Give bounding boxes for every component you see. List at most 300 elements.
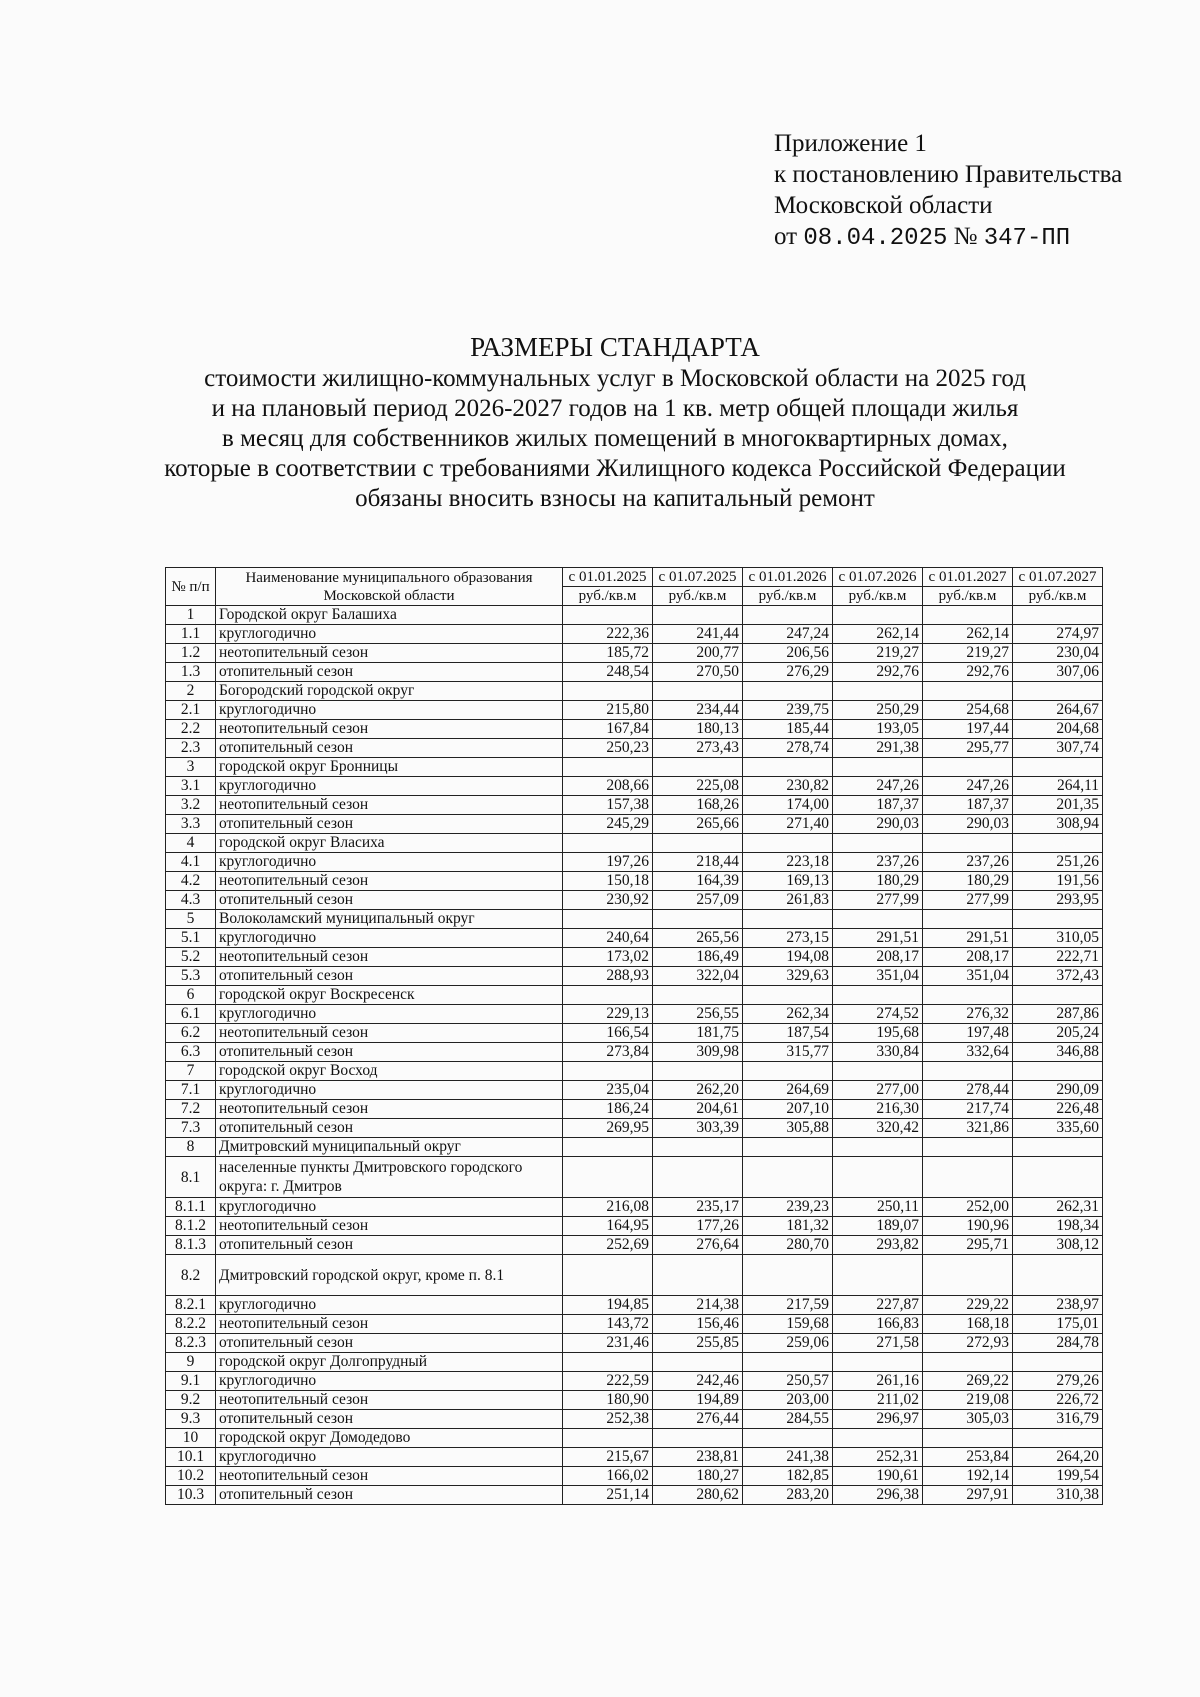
row-value [743, 1255, 833, 1296]
row-value: 166,02 [563, 1467, 653, 1486]
header-unit: руб./кв.м [1013, 587, 1103, 606]
table-row [166, 777, 1103, 796]
row-value [1013, 606, 1103, 625]
row-value [563, 834, 653, 853]
row-value: 310,05 [1013, 929, 1103, 948]
row-value: 320,42 [833, 1119, 923, 1138]
row-value: 261,16 [833, 1372, 923, 1391]
row-value: 239,75 [743, 701, 833, 720]
row-value: 186,49 [653, 948, 743, 967]
table-row [166, 910, 1103, 929]
row-value: 201,35 [1013, 796, 1103, 815]
row-value: 262,34 [743, 1005, 833, 1024]
row-number: 2.2 [166, 720, 216, 739]
row-value: 225,08 [653, 777, 743, 796]
row-name: круглогодично [216, 1296, 563, 1315]
row-number: 6.2 [166, 1024, 216, 1043]
row-value: 315,77 [743, 1043, 833, 1062]
row-value: 230,04 [1013, 644, 1103, 663]
row-value: 330,84 [833, 1043, 923, 1062]
row-name: Богородский городской округ [216, 682, 563, 701]
row-number: 8.1.3 [166, 1236, 216, 1255]
row-name: Городской округ Балашиха [216, 606, 563, 625]
row-value: 238,81 [653, 1448, 743, 1467]
row-value: 205,24 [1013, 1024, 1103, 1043]
table-row [166, 1467, 1103, 1486]
row-value: 166,54 [563, 1024, 653, 1043]
row-value: 222,36 [563, 625, 653, 644]
row-number: 4.3 [166, 891, 216, 910]
row-value: 284,55 [743, 1410, 833, 1429]
row-name: круглогодично [216, 1198, 563, 1217]
row-name: отопительный сезон [216, 891, 563, 910]
row-value: 276,29 [743, 663, 833, 682]
row-value: 247,26 [833, 777, 923, 796]
row-value: 250,11 [833, 1198, 923, 1217]
row-name: круглогодично [216, 1448, 563, 1467]
row-value: 292,76 [833, 663, 923, 682]
row-value: 174,00 [743, 796, 833, 815]
table-row [166, 815, 1103, 834]
row-value: 265,56 [653, 929, 743, 948]
row-value: 150,18 [563, 872, 653, 891]
table-row [166, 606, 1103, 625]
row-value: 186,24 [563, 1100, 653, 1119]
row-name: неотопительный сезон [216, 1467, 563, 1486]
row-name: неотопительный сезон [216, 720, 563, 739]
appendix-region: Московской области [774, 192, 993, 219]
row-value: 291,51 [833, 929, 923, 948]
row-value: 222,71 [1013, 948, 1103, 967]
title-line-1: стоимости жилищно-коммунальных услуг в Московской области на 2025 год [204, 365, 1026, 392]
header-unit: руб./кв.м [743, 587, 833, 606]
header-date: с 01.01.2025 [563, 568, 653, 587]
row-value: 216,30 [833, 1100, 923, 1119]
table-row [166, 1255, 1103, 1296]
table-row [166, 1334, 1103, 1353]
row-value [653, 1353, 743, 1372]
row-value [833, 1157, 923, 1198]
row-value [653, 910, 743, 929]
row-value [833, 606, 923, 625]
row-value [1013, 1353, 1103, 1372]
row-name: неотопительный сезон [216, 1315, 563, 1334]
header-date: с 01.07.2026 [833, 568, 923, 587]
row-value [833, 1255, 923, 1296]
row-value: 271,40 [743, 815, 833, 834]
row-value: 252,38 [563, 1410, 653, 1429]
row-value: 283,20 [743, 1486, 833, 1505]
row-value: 307,06 [1013, 663, 1103, 682]
table-row [166, 1486, 1103, 1505]
row-name: неотопительный сезон [216, 872, 563, 891]
row-value [563, 1353, 653, 1372]
row-value: 310,38 [1013, 1486, 1103, 1505]
row-name: круглогодично [216, 1005, 563, 1024]
row-value [653, 1138, 743, 1157]
row-value: 180,90 [563, 1391, 653, 1410]
row-name: круглогодично [216, 1081, 563, 1100]
table-row [166, 1081, 1103, 1100]
row-value: 239,23 [743, 1198, 833, 1217]
row-value: 241,38 [743, 1448, 833, 1467]
row-value [923, 1138, 1013, 1157]
row-name: круглогодично [216, 625, 563, 644]
row-value: 177,26 [653, 1217, 743, 1236]
row-name: неотопительный сезон [216, 1100, 563, 1119]
row-value: 208,66 [563, 777, 653, 796]
row-value: 265,66 [653, 815, 743, 834]
table-row [166, 1198, 1103, 1217]
row-value: 251,26 [1013, 853, 1103, 872]
row-value: 227,87 [833, 1296, 923, 1315]
table-body [166, 606, 1103, 1505]
row-value [1013, 1062, 1103, 1081]
row-value [563, 1138, 653, 1157]
table-row [166, 1062, 1103, 1081]
row-name: круглогодично [216, 853, 563, 872]
row-value: 295,71 [923, 1236, 1013, 1255]
title-line-5: обязаны вносить взносы на капитальный ремонт [355, 485, 875, 512]
row-value: 280,70 [743, 1236, 833, 1255]
table-row [166, 796, 1103, 815]
row-name: отопительный сезон [216, 1119, 563, 1138]
row-value: 180,29 [923, 872, 1013, 891]
title-line-4: которые в соответствии с требованиями Жилищного кодекса Российской Федерации [164, 455, 1066, 482]
row-name: населенные пункты Дмитровского городского округа: г. Дмитров [216, 1157, 563, 1198]
row-value [1013, 910, 1103, 929]
row-value: 252,69 [563, 1236, 653, 1255]
row-number: 4.1 [166, 853, 216, 872]
row-name: отопительный сезон [216, 1486, 563, 1505]
row-value [563, 1062, 653, 1081]
row-value [923, 1255, 1013, 1296]
row-value: 264,11 [1013, 777, 1103, 796]
row-value: 309,98 [653, 1043, 743, 1062]
row-value [563, 986, 653, 1005]
row-number: 7.2 [166, 1100, 216, 1119]
row-value: 180,13 [653, 720, 743, 739]
row-value: 229,22 [923, 1296, 1013, 1315]
header-unit: руб./кв.м [563, 587, 653, 606]
row-value [923, 1157, 1013, 1198]
row-value [743, 910, 833, 929]
row-value [833, 758, 923, 777]
standard-cost-table [165, 567, 1103, 1505]
row-value: 215,80 [563, 701, 653, 720]
appendix-title: Приложение 1 [774, 130, 927, 157]
row-value: 293,95 [1013, 891, 1103, 910]
row-value: 208,17 [833, 948, 923, 967]
row-value [833, 910, 923, 929]
row-number: 2 [166, 682, 216, 701]
row-value: 157,38 [563, 796, 653, 815]
row-value: 276,32 [923, 1005, 1013, 1024]
row-value [743, 1157, 833, 1198]
row-value: 316,79 [1013, 1410, 1103, 1429]
row-value: 229,13 [563, 1005, 653, 1024]
row-value: 208,17 [923, 948, 1013, 967]
row-value: 256,55 [653, 1005, 743, 1024]
row-value: 287,86 [1013, 1005, 1103, 1024]
row-value: 235,04 [563, 1081, 653, 1100]
row-value: 255,85 [653, 1334, 743, 1353]
row-value: 278,74 [743, 739, 833, 758]
row-value: 231,46 [563, 1334, 653, 1353]
row-value [743, 1062, 833, 1081]
row-value: 180,29 [833, 872, 923, 891]
row-name: круглогодично [216, 1372, 563, 1391]
row-value: 185,72 [563, 644, 653, 663]
row-name: круглогодично [216, 929, 563, 948]
row-value [923, 606, 1013, 625]
row-value: 230,82 [743, 777, 833, 796]
table-row [166, 1217, 1103, 1236]
row-value [1013, 986, 1103, 1005]
header-unit: руб./кв.м [653, 587, 743, 606]
row-number: 2.1 [166, 701, 216, 720]
row-value: 335,60 [1013, 1119, 1103, 1138]
row-value: 273,15 [743, 929, 833, 948]
table-row [166, 1353, 1103, 1372]
row-value: 219,27 [833, 644, 923, 663]
row-number: 6.3 [166, 1043, 216, 1062]
row-value: 247,26 [923, 777, 1013, 796]
row-name: неотопительный сезон [216, 796, 563, 815]
row-value: 296,97 [833, 1410, 923, 1429]
row-value: 250,23 [563, 739, 653, 758]
row-value [923, 834, 1013, 853]
row-value: 192,14 [923, 1467, 1013, 1486]
row-value: 253,84 [923, 1448, 1013, 1467]
row-value: 195,68 [833, 1024, 923, 1043]
row-value: 223,18 [743, 853, 833, 872]
row-value: 274,97 [1013, 625, 1103, 644]
row-value [653, 834, 743, 853]
row-number: 1.1 [166, 625, 216, 644]
row-value: 194,08 [743, 948, 833, 967]
row-value: 250,29 [833, 701, 923, 720]
row-value [743, 682, 833, 701]
row-value: 190,61 [833, 1467, 923, 1486]
row-number: 8 [166, 1138, 216, 1157]
row-value: 254,68 [923, 701, 1013, 720]
row-name: отопительный сезон [216, 1043, 563, 1062]
row-value: 270,50 [653, 663, 743, 682]
row-value: 252,31 [833, 1448, 923, 1467]
row-value: 277,00 [833, 1081, 923, 1100]
row-value [653, 606, 743, 625]
row-value: 169,13 [743, 872, 833, 891]
row-value: 269,22 [923, 1372, 1013, 1391]
table-row [166, 644, 1103, 663]
row-value: 168,18 [923, 1315, 1013, 1334]
table-row [166, 682, 1103, 701]
row-value: 303,39 [653, 1119, 743, 1138]
row-value [923, 1429, 1013, 1448]
row-value: 321,86 [923, 1119, 1013, 1138]
table-row [166, 948, 1103, 967]
row-value: 197,26 [563, 853, 653, 872]
row-name: круглогодично [216, 701, 563, 720]
row-value: 203,00 [743, 1391, 833, 1410]
row-value [653, 986, 743, 1005]
from-label: от [774, 223, 798, 250]
row-name: городской округ Воскресенск [216, 986, 563, 1005]
header-unit: руб./кв.м [833, 587, 923, 606]
row-value: 277,99 [833, 891, 923, 910]
table-row [166, 720, 1103, 739]
row-value: 262,14 [923, 625, 1013, 644]
row-value: 189,07 [833, 1217, 923, 1236]
row-name: городской округ Домодедово [216, 1429, 563, 1448]
row-value: 217,74 [923, 1100, 1013, 1119]
row-name: отопительный сезон [216, 967, 563, 986]
row-value: 181,32 [743, 1217, 833, 1236]
row-value [833, 1429, 923, 1448]
row-value: 291,38 [833, 739, 923, 758]
row-value: 346,88 [1013, 1043, 1103, 1062]
row-value: 219,27 [923, 644, 1013, 663]
row-value: 322,04 [653, 967, 743, 986]
table-row [166, 986, 1103, 1005]
row-value: 194,85 [563, 1296, 653, 1315]
row-value: 204,68 [1013, 720, 1103, 739]
row-value: 280,62 [653, 1486, 743, 1505]
row-number: 8.2.3 [166, 1334, 216, 1353]
row-number: 6.1 [166, 1005, 216, 1024]
row-number: 9.2 [166, 1391, 216, 1410]
row-value: 187,37 [923, 796, 1013, 815]
row-value: 250,57 [743, 1372, 833, 1391]
row-value [653, 682, 743, 701]
row-number: 8.2.1 [166, 1296, 216, 1315]
row-value: 182,85 [743, 1467, 833, 1486]
resolution-number: 347-ПП [983, 225, 1071, 252]
row-value: 305,88 [743, 1119, 833, 1138]
row-value: 259,06 [743, 1334, 833, 1353]
row-value: 307,74 [1013, 739, 1103, 758]
row-value: 284,78 [1013, 1334, 1103, 1353]
row-value: 230,92 [563, 891, 653, 910]
table-row [166, 1119, 1103, 1138]
row-value [563, 758, 653, 777]
row-value: 272,93 [923, 1334, 1013, 1353]
row-value: 204,61 [653, 1100, 743, 1119]
table-row [166, 1024, 1103, 1043]
row-value: 175,01 [1013, 1315, 1103, 1334]
row-number: 1.3 [166, 663, 216, 682]
row-value: 252,00 [923, 1198, 1013, 1217]
row-value: 180,27 [653, 1467, 743, 1486]
row-value: 173,02 [563, 948, 653, 967]
row-value: 293,82 [833, 1236, 923, 1255]
row-number: 8.1 [166, 1157, 216, 1198]
appendix-resolution: к постановлению Правительства [774, 161, 1123, 188]
table-row [166, 1315, 1103, 1334]
table-row [166, 891, 1103, 910]
row-value [833, 1353, 923, 1372]
row-name: Дмитровский городской округ, кроме п. 8.1 [216, 1255, 563, 1296]
row-name: городской округ Бронницы [216, 758, 563, 777]
row-value [743, 758, 833, 777]
row-value: 261,83 [743, 891, 833, 910]
row-value: 222,59 [563, 1372, 653, 1391]
header-num: № п/п [166, 568, 216, 606]
row-name: неотопительный сезон [216, 1217, 563, 1236]
row-number: 1.2 [166, 644, 216, 663]
row-name: отопительный сезон [216, 739, 563, 758]
appendix-block [774, 128, 1122, 254]
row-number: 5.2 [166, 948, 216, 967]
row-name: неотопительный сезон [216, 644, 563, 663]
row-value [923, 682, 1013, 701]
row-number: 3.1 [166, 777, 216, 796]
row-value: 242,46 [653, 1372, 743, 1391]
row-number: 4 [166, 834, 216, 853]
row-number: 5 [166, 910, 216, 929]
table-row [166, 929, 1103, 948]
title-line-2: и на плановый период 2026-2027 годов на 1 кв. метр общей площади жилья [211, 395, 1019, 422]
row-value [1013, 682, 1103, 701]
row-number: 9.1 [166, 1372, 216, 1391]
row-value [833, 834, 923, 853]
row-value [1013, 1255, 1103, 1296]
row-value: 290,09 [1013, 1081, 1103, 1100]
table-row [166, 1043, 1103, 1062]
row-value: 190,96 [923, 1217, 1013, 1236]
header-date: с 01.07.2025 [653, 568, 743, 587]
row-value: 297,91 [923, 1486, 1013, 1505]
table-row [166, 1157, 1103, 1198]
table-row [166, 1296, 1103, 1315]
row-value [743, 1353, 833, 1372]
row-number: 2.3 [166, 739, 216, 758]
row-value: 198,34 [1013, 1217, 1103, 1236]
row-value: 292,76 [923, 663, 1013, 682]
row-value: 218,44 [653, 853, 743, 872]
row-value: 159,68 [743, 1315, 833, 1334]
title-heading: РАЗМЕРЫ СТАНДАРТА [470, 332, 760, 362]
row-value [1013, 834, 1103, 853]
row-value [923, 910, 1013, 929]
row-number: 10.1 [166, 1448, 216, 1467]
row-value: 234,44 [653, 701, 743, 720]
row-name: Волоколамский муниципальный округ [216, 910, 563, 929]
table-row [166, 967, 1103, 986]
row-value: 237,26 [923, 853, 1013, 872]
row-value: 156,46 [653, 1315, 743, 1334]
row-number: 3.3 [166, 815, 216, 834]
row-value: 193,05 [833, 720, 923, 739]
row-value [743, 834, 833, 853]
row-value: 290,03 [923, 815, 1013, 834]
row-value [563, 1255, 653, 1296]
row-number: 10.3 [166, 1486, 216, 1505]
row-value: 372,43 [1013, 967, 1103, 986]
row-value: 187,37 [833, 796, 923, 815]
row-number: 10.2 [166, 1467, 216, 1486]
row-value: 237,26 [833, 853, 923, 872]
row-value [833, 1138, 923, 1157]
row-value: 264,69 [743, 1081, 833, 1100]
table-row [166, 663, 1103, 682]
row-name: отопительный сезон [216, 1334, 563, 1353]
row-value: 240,64 [563, 929, 653, 948]
title-line-3: в месяц для собственников жилых помещений в многоквартирных домах, [222, 425, 1008, 452]
table-row [166, 1448, 1103, 1467]
row-value: 273,84 [563, 1043, 653, 1062]
